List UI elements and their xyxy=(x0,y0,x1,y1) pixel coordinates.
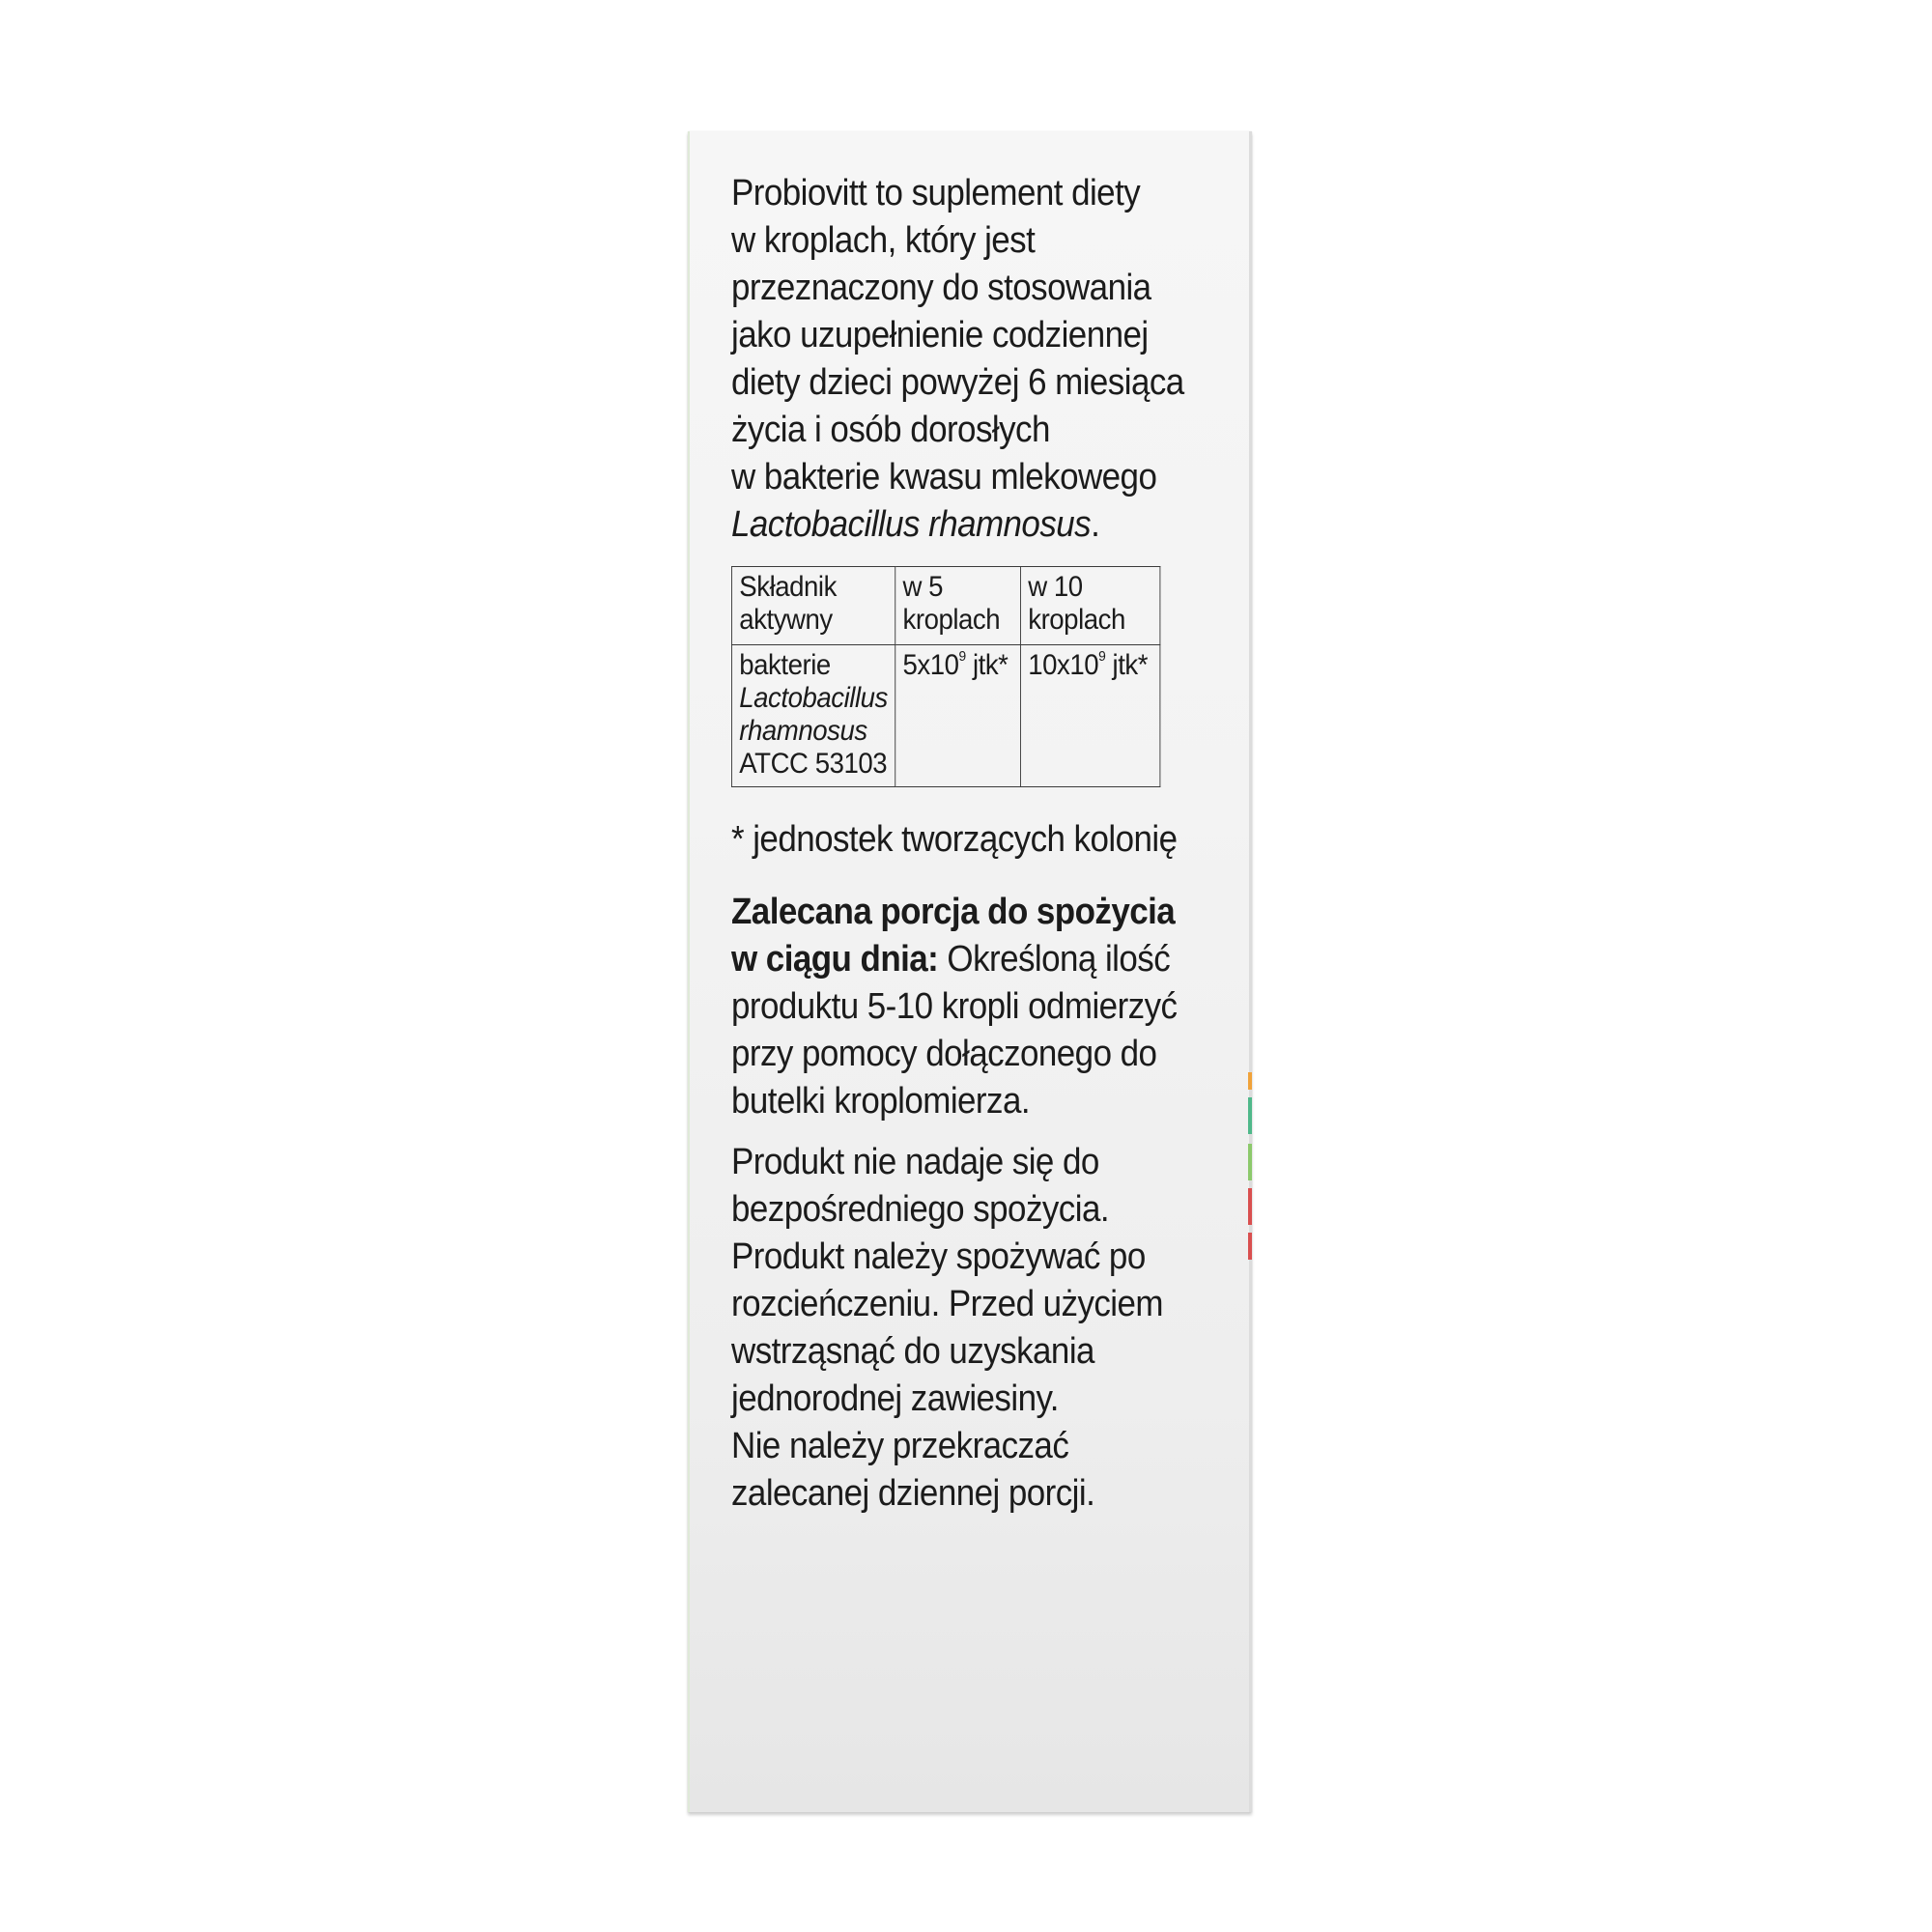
sentence-period: . xyxy=(1091,504,1100,545)
warning-line: jednorodnej zawiesiny. xyxy=(731,1378,1059,1419)
dosage-line: produktu 5-10 kropli odmierzyć xyxy=(731,986,1178,1027)
color-accent-strip xyxy=(1248,1097,1252,1134)
amount-base: 10x10 xyxy=(1028,649,1099,681)
dosage-line: butelki kroplomierza. xyxy=(731,1081,1031,1122)
header-text: aktywny xyxy=(739,604,833,636)
ingredient-text: bakterie xyxy=(739,649,831,681)
footnote: * jednostek tworzących kolonię xyxy=(731,819,1178,860)
header-text: kroplach xyxy=(902,604,1001,636)
dosage-label: w ciągu dnia: xyxy=(731,939,939,980)
ingredient-latin-text: Lactobacillus xyxy=(739,682,888,714)
amount-value xyxy=(1028,649,1152,682)
amount-exponent: 9 xyxy=(1098,648,1106,665)
description-line: w bakterie kwasu mlekowego xyxy=(731,457,1157,497)
warning-line: Nie należy przekraczać xyxy=(731,1426,1069,1466)
warning-line: bezpośredniego spożycia. xyxy=(731,1189,1109,1230)
latin-species-name: Lactobacillus rhamnosus xyxy=(731,504,1092,545)
description-line: w kroplach, który jest xyxy=(731,220,1036,261)
amount-exponent: 9 xyxy=(958,648,966,665)
header-text: Składnik xyxy=(739,571,837,603)
header-cell-5-drops xyxy=(895,567,1021,645)
dosage-line xyxy=(731,936,1184,983)
warning-line: Produkt nie nadaje się do xyxy=(731,1142,1099,1182)
amount-5-drops-cell xyxy=(895,645,1021,787)
warning-line: Produkt należy spożywać po xyxy=(731,1236,1146,1277)
dosage-section xyxy=(731,889,1184,1125)
amount-10-drops-cell xyxy=(1020,645,1159,787)
dosage-line: przy pomocy dołączonego do xyxy=(731,1034,1157,1074)
description-line-latin xyxy=(731,501,1184,549)
ingredient-latin-text: rhamnosus xyxy=(739,715,867,747)
table-header-row xyxy=(731,567,1159,645)
active-ingredient-table xyxy=(731,566,1160,787)
color-accent-strip xyxy=(1248,1188,1252,1225)
label-text-content xyxy=(731,170,1184,1518)
warning-line: zalecanej dziennej porcji. xyxy=(731,1473,1095,1514)
warning-line: rozcieńczeniu. Przed użyciem xyxy=(731,1284,1163,1324)
warning-line: wstrząsnąć do uzyskania xyxy=(731,1331,1094,1372)
header-text: w 5 xyxy=(902,571,944,603)
amount-unit: jtk* xyxy=(965,649,1009,681)
table-row xyxy=(731,645,1159,787)
color-accent-strip xyxy=(1248,1233,1252,1260)
box-left-edge xyxy=(688,131,690,1812)
ingredient-strain-text: ATCC 53103 xyxy=(739,748,888,780)
description-line: diety dzieci powyżej 6 miesiąca xyxy=(731,362,1184,403)
dosage-text: Określoną ilość xyxy=(938,939,1171,980)
description-line: przeznaczony do stosowania xyxy=(731,268,1151,308)
dosage-label: Zalecana porcja do spożycia xyxy=(731,892,1176,932)
product-box-side-panel xyxy=(688,131,1252,1812)
description-line: życia i osób dorosłych xyxy=(731,410,1050,450)
box-right-edge xyxy=(1249,131,1252,1812)
color-accent-strip xyxy=(1248,1144,1252,1180)
header-cell-ingredient xyxy=(731,567,895,645)
amount-value xyxy=(903,649,1013,682)
header-text: w 10 xyxy=(1028,571,1083,603)
description-line: jako uzupełnienie codziennej xyxy=(731,315,1149,355)
amount-base: 5x10 xyxy=(902,649,959,681)
usage-warning xyxy=(731,1139,1184,1518)
product-description xyxy=(731,170,1184,549)
color-accent-strip xyxy=(1248,1072,1252,1090)
ingredient-name-cell xyxy=(731,645,895,787)
header-text: kroplach xyxy=(1028,604,1125,636)
header-cell-10-drops xyxy=(1020,567,1159,645)
description-line: Probiovitt to suplement diety xyxy=(731,173,1141,213)
amount-unit: jtk* xyxy=(1105,649,1149,681)
